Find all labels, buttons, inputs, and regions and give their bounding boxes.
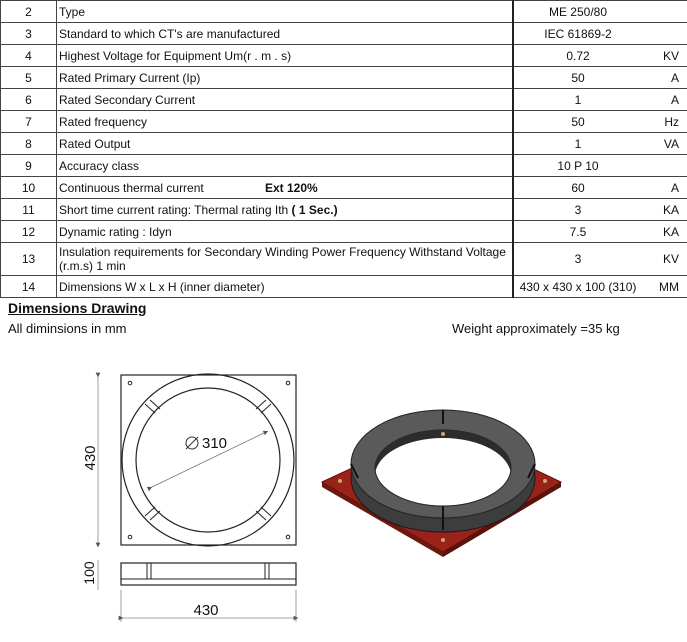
row-description: Rated Output [57, 133, 513, 155]
width-label: 430 [193, 602, 219, 619]
table-row [1, 221, 687, 243]
row-unit: A [643, 177, 687, 199]
table-row [1, 276, 687, 298]
row-description: Insulation requirements for Secondary Winding Power Frequency Withstand Voltage (r.m.s) 1 min [57, 243, 513, 276]
row-number: 6 [1, 89, 57, 111]
row-unit: KA [643, 221, 687, 243]
row-value: 430 x 430 x 100 (310) [513, 276, 643, 298]
row-description: Dynamic rating : Idyn [57, 221, 513, 243]
row-number: 14 [1, 276, 57, 298]
diameter-label: 310 [202, 435, 228, 452]
row-number: 11 [1, 199, 57, 221]
row-description-text: Short time current rating: Thermal rating Ith [59, 202, 292, 217]
row-value: 60 [513, 177, 643, 199]
table-row [1, 1, 687, 23]
row-value: 0.72 [513, 45, 643, 67]
table-row [1, 133, 687, 155]
row-value: 10 P 10 [513, 155, 643, 177]
row-number: 4 [1, 45, 57, 67]
row-description: Rated Secondary Current [57, 89, 513, 111]
row-value: ME 250/80 [513, 1, 643, 23]
depth-label: 100 [81, 561, 97, 585]
row-unit [643, 1, 687, 23]
dimensions-drawing [0, 340, 687, 640]
section-subtitle: All diminsions in mm [8, 321, 127, 336]
row-value: IEC 61869-2 [513, 23, 643, 45]
row-description: Standard to which CT's are manufactured [57, 23, 513, 45]
row-number: 2 [1, 1, 57, 23]
row-description-bold: ( 1 Sec.) [291, 202, 338, 217]
row-number: 5 [1, 67, 57, 89]
bolt-holes [128, 381, 290, 539]
section-heading: Dimensions Drawing [8, 300, 147, 316]
row-description-text: Continuous thermal current [59, 180, 204, 195]
side-view [81, 560, 296, 622]
height-label: 430 [82, 445, 99, 471]
row-unit: Hz [643, 111, 687, 133]
table-row [1, 243, 687, 276]
row-description [57, 199, 513, 221]
row-number: 10 [1, 177, 57, 199]
row-value: 3 [513, 199, 643, 221]
row-unit: KV [643, 243, 687, 276]
row-unit: A [643, 67, 687, 89]
row-value: 1 [513, 133, 643, 155]
row-value: 50 [513, 67, 643, 89]
table-row [1, 23, 687, 45]
table-row [1, 111, 687, 133]
row-number: 7 [1, 111, 57, 133]
row-number: 13 [1, 243, 57, 276]
row-unit [643, 155, 687, 177]
row-extra: Ext 120% [265, 180, 318, 195]
row-value: 7.5 [513, 221, 643, 243]
row-unit: A [643, 89, 687, 111]
row-value: 50 [513, 111, 643, 133]
row-description: Dimensions W x L x H (inner diameter) [57, 276, 513, 298]
row-number: 3 [1, 23, 57, 45]
row-description: Highest Voltage for Equipment Um(r . m . s) [57, 45, 513, 67]
table-row [1, 177, 687, 199]
row-number: 9 [1, 155, 57, 177]
table-row [1, 155, 687, 177]
row-number: 8 [1, 133, 57, 155]
row-description: Rated frequency [57, 111, 513, 133]
table-row [1, 67, 687, 89]
ct-3d-render [322, 410, 561, 557]
row-unit: VA [643, 133, 687, 155]
row-description-wrap [59, 181, 510, 195]
table-row [1, 89, 687, 111]
table-row [1, 45, 687, 67]
row-description: Rated Primary Current (Ip) [57, 67, 513, 89]
row-unit: KV [643, 45, 687, 67]
row-number: 12 [1, 221, 57, 243]
row-value: 3 [513, 243, 643, 276]
row-description: Type [57, 1, 513, 23]
row-unit [643, 23, 687, 45]
top-view [82, 374, 296, 546]
row-description [57, 177, 513, 199]
row-value: 1 [513, 89, 643, 111]
weight-note: Weight approximately =35 kg [452, 321, 620, 336]
row-unit: MM [643, 276, 687, 298]
spec-table [0, 0, 687, 298]
row-unit: KA [643, 199, 687, 221]
diameter-symbol-icon [186, 437, 198, 449]
row-description: Accuracy class [57, 155, 513, 177]
table-row [1, 199, 687, 221]
